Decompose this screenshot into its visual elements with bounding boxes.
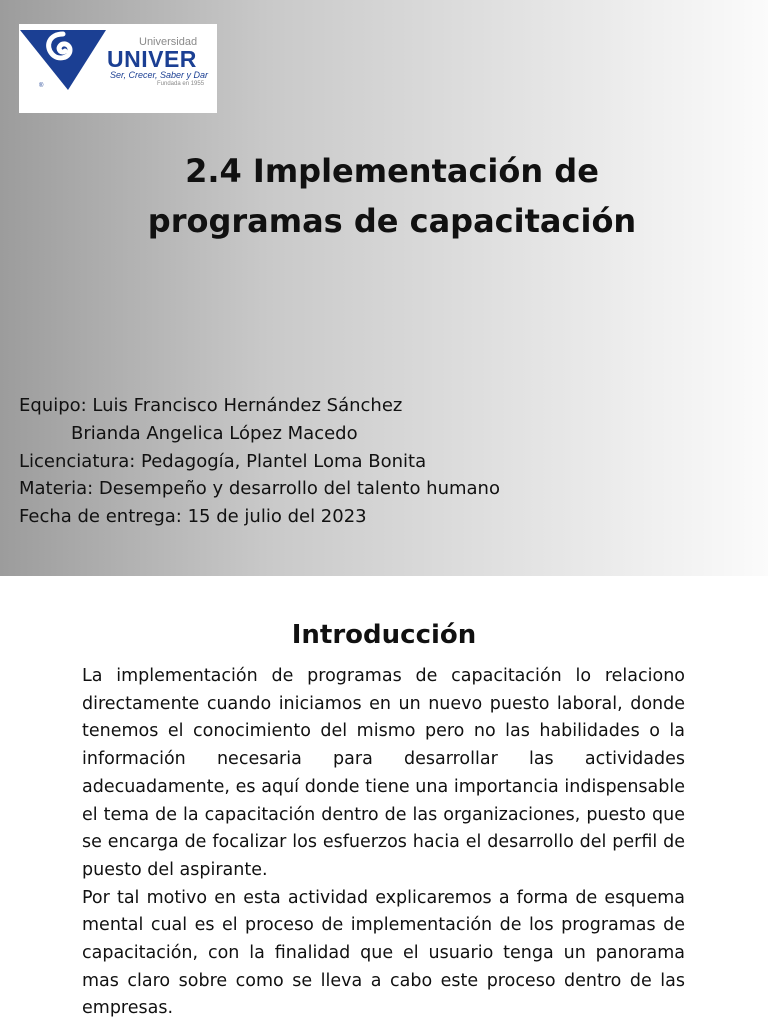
introduction-body <box>82 663 685 1023</box>
introduction-heading: Introducción <box>291 620 477 650</box>
intro-paragraph-2: Por tal motivo en esta actividad explicaremos a forma de esquema mental cual es el proceso de implementación de los programas de capacitación, con la finalidad que el usuario tenga un panorama mas claro sobre como se lleva a cabo este proceso dentro de las empresas. <box>82 887 685 1019</box>
degree-line: Licenciatura: Pedagogía, Plantel Loma Bonita <box>19 450 427 472</box>
university-logo <box>19 24 217 113</box>
intro-paragraph-1: La implementación de programas de capacitación lo relaciono directamente cuando iniciamos en un nuevo puesto laboral, donde tenemos el conocimiento del mismo pero no las habilidades o la información necesaria para desarrollar las actividades adecuadamente, es aquí donde tiene una importancia indispensable el tema de la capacitación dentro de las organizaciones, puesto que se encarga de focalizar los esfuerzos hacia el desarrollo del perfil de puesto del aspirante. <box>82 666 685 880</box>
document-title <box>120 146 664 246</box>
title-line-2: programas de capacitación <box>147 202 637 240</box>
univer-swirl-icon <box>19 24 109 94</box>
logo-registered-mark: ® <box>39 83 44 89</box>
team-line: Equipo: Luis Francisco Hernández Sánchez <box>19 395 403 416</box>
logo-founded: Fundada en 1955 <box>157 81 205 87</box>
logo-tagline: Ser, Crecer, Saber y Dar <box>110 70 209 80</box>
logo-name: UNIVER <box>107 46 197 72</box>
logo-small-text: Universidad <box>139 36 198 48</box>
title-line-1: 2.4 Implementación de <box>185 152 599 190</box>
subject-line: Materia: Desempeño y desarrollo del talento humano <box>19 478 500 500</box>
document-metadata <box>19 392 719 531</box>
due-date-line: Fecha de entrega: 15 de julio del 2023 <box>19 506 367 528</box>
team-member-line: Brianda Angelica López Macedo <box>71 422 358 444</box>
